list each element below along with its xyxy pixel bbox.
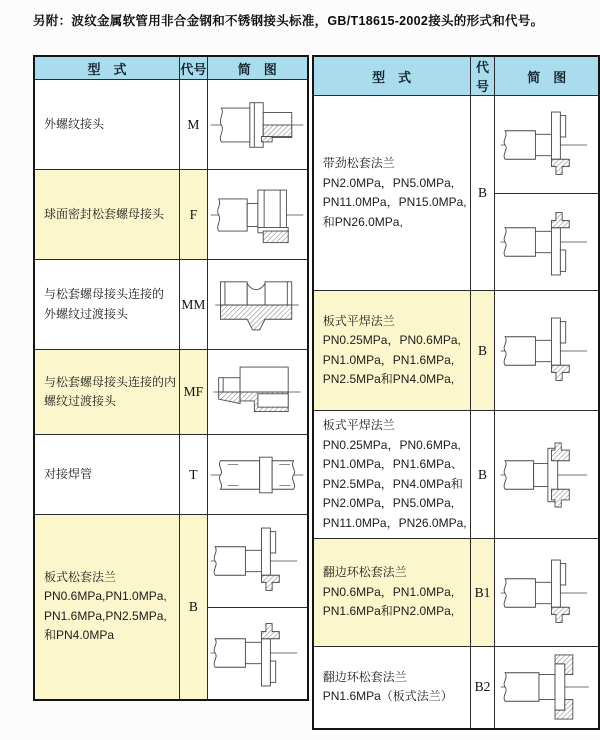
table-row [34, 515, 308, 608]
diagram-lap-flange [495, 647, 599, 729]
flange-up-drawing-icon [208, 522, 306, 600]
code-cell: B [470, 411, 495, 539]
diagram-flange-up [495, 291, 599, 411]
code-cell: B1 [470, 539, 495, 647]
column-header-code: 代号 [470, 56, 495, 96]
code-cell: B [180, 515, 208, 700]
type-text-line: 板式平焊法兰 [322, 313, 395, 328]
type-text-line: PN0.25MPa，PN0.6MPa, [322, 333, 461, 347]
type-cell [313, 647, 470, 729]
table-row [313, 96, 599, 194]
flange-down-drawing-icon [208, 614, 306, 692]
table-row [34, 80, 308, 170]
type-cell [313, 96, 470, 291]
type-text-line: PN0.25MPa，PN0.6MPa, [322, 437, 461, 452]
type-text-line: 和PN4.0MPa [44, 628, 115, 643]
type-text-line: PN1.0MPa，PN1.6MPa、 [322, 457, 463, 471]
column-header-diagram: 简 图 [207, 56, 308, 80]
type-text-line: 与松套螺母接头连接的 [44, 287, 165, 301]
table-row [313, 411, 599, 539]
type-text-line: PN1.6MPa,PN2.5MPa, [44, 608, 167, 623]
type-cell [34, 260, 180, 350]
butt-weld-drawing-icon [208, 436, 306, 514]
code-cell: MF [180, 350, 208, 435]
column-header-code: 代号 [180, 56, 208, 80]
diagram-male-thread [207, 80, 308, 170]
type-text-line: PN2.0MPa，PN5.0MPa, [322, 496, 455, 510]
type-text-line: 翻边环松套法兰 [322, 565, 407, 580]
type-text-line: 与松套螺母接头连接的内 [44, 374, 177, 389]
column-header-type: 型 式 [313, 56, 470, 96]
type-cell [34, 170, 180, 260]
type-text-line: 带劲松套法兰 [322, 156, 395, 170]
table-row [313, 647, 599, 729]
flange-up-drawing-icon [498, 554, 596, 632]
type-text-line: 螺纹过渡接头 [44, 394, 117, 408]
type-text-line: PN1.0MPa，PN1.6MPa, [322, 352, 455, 367]
flange-down-drawing-icon [498, 203, 596, 281]
diagram-flange-up [495, 539, 599, 647]
type-text-line: PN1.6MPa（板式法兰） [322, 689, 453, 704]
type-text-line: PN1.6MPa和PN2.0MPa, [322, 604, 455, 619]
type-cell [34, 515, 180, 700]
type-text-line: 球面密封松套螺母接头 [44, 206, 165, 221]
table-row [313, 291, 599, 411]
type-cell [313, 539, 470, 647]
flange-up-drawing-icon [498, 312, 596, 390]
fitting-table-right [312, 55, 600, 730]
type-text-line: PN0.6MPa，PN1.0MPa, [322, 584, 455, 599]
code-cell: F [180, 170, 208, 260]
type-text-line: 板式松套法兰 [44, 569, 117, 584]
code-cell: MM [180, 260, 208, 350]
column-header-type: 型 式 [34, 56, 180, 80]
table-row [313, 539, 599, 647]
type-cell [34, 80, 180, 170]
flange-up-drawing-icon [498, 106, 596, 184]
code-cell: B2 [470, 647, 495, 729]
type-text-line: PN2.5MPa，PN4.0MPa和 [322, 476, 463, 491]
type-text-line: PN11.0MPa，PN15.0MPa, [322, 195, 467, 209]
type-text-line: PN11.0MPa，PN26.0MPa, [322, 515, 467, 530]
column-header-diagram: 简 图 [495, 56, 599, 96]
caption: 另附：波纹金属软管用非合金钢和不锈钢接头标准，GB/T18615-2002接头的形式和代号。 [33, 14, 544, 28]
male-male-union-drawing-icon [208, 266, 306, 344]
type-text-line: 对接焊管 [44, 466, 93, 481]
code-cell: B [470, 96, 495, 291]
table-row [34, 260, 308, 350]
code-cell: B [470, 291, 495, 411]
tables-wrap [33, 55, 600, 730]
male-thread-drawing-icon [208, 86, 306, 164]
diagram-flange-both [495, 411, 599, 539]
type-text-line: PN2.0MPa，PN5.0MPa, [322, 175, 455, 190]
type-cell [34, 350, 180, 435]
type-cell [313, 291, 470, 411]
type-text-line: 外螺纹接头 [44, 116, 105, 131]
diagram-flange-down [207, 608, 308, 700]
sphere-nut-drawing-icon [208, 176, 306, 254]
fitting-table-left [33, 55, 309, 701]
type-text-line: 板式平焊法兰 [322, 418, 395, 432]
type-text-line: 翻边环松套法兰 [322, 669, 407, 684]
lap-flange-drawing-icon [498, 648, 596, 726]
type-cell [313, 411, 470, 539]
type-text-line: 和PN26.0MPa, [322, 214, 403, 229]
code-cell: M [180, 80, 208, 170]
type-text-line: PN0.6MPa,PN1.0MPa, [44, 589, 167, 604]
diagram-flange-up [495, 96, 599, 194]
male-female-union-drawing-icon [208, 353, 306, 431]
diagram-flange-down [495, 194, 599, 291]
table-row [34, 435, 308, 515]
diagram-butt-weld [207, 435, 308, 515]
table-row [34, 170, 308, 260]
type-text-line: 外螺纹过渡接头 [44, 306, 129, 321]
type-cell [34, 435, 180, 515]
flange-both-drawing-icon [498, 436, 596, 514]
diagram-flange-up [207, 515, 308, 608]
diagram-male-male-union [207, 260, 308, 350]
type-text-line: PN2.5MPa和PN4.0MPa, [322, 372, 455, 386]
table-row [34, 350, 308, 435]
code-cell: T [180, 435, 208, 515]
diagram-male-female-union [207, 350, 308, 435]
diagram-sphere-nut [207, 170, 308, 260]
